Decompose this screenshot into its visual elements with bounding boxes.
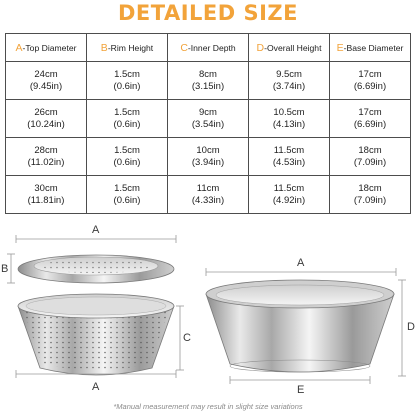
- label-c: C: [183, 332, 191, 344]
- table-cell: 24cm (9.45in): [6, 62, 87, 100]
- table-cell: 17cm (6.69in): [330, 100, 411, 138]
- table-cell: 18cm (7.09in): [330, 176, 411, 214]
- label-a-right: A: [297, 257, 305, 269]
- table-cell: 9.5cm (3.74in): [249, 62, 330, 100]
- table-row: [6, 100, 411, 138]
- size-table: [5, 33, 411, 214]
- label-e: E: [297, 384, 305, 396]
- table-row: [6, 138, 411, 176]
- colander: [18, 294, 174, 375]
- table-cell: 9cm (3.54in): [168, 100, 249, 138]
- table-cell: 26cm (10.24in): [6, 100, 87, 138]
- label-a-top: A: [92, 224, 100, 236]
- header-top-diameter: A-Top Diameter: [6, 34, 87, 62]
- dimension-illustration: [0, 220, 416, 402]
- label-b: B: [1, 263, 9, 275]
- table-cell: 17cm (6.69in): [330, 62, 411, 100]
- table-cell: 8cm (3.15in): [168, 62, 249, 100]
- label-a-bottom: A: [92, 381, 100, 393]
- table-row: [6, 62, 411, 100]
- grater-lid: [18, 255, 174, 283]
- table-cell: 1.5cm (0.6in): [87, 138, 168, 176]
- table-cell: 10cm (3.94in): [168, 138, 249, 176]
- dim-line-a-top: [16, 235, 176, 243]
- table-cell: 18cm (7.09in): [330, 138, 411, 176]
- dim-line-e: [230, 376, 370, 384]
- table-cell: 11cm (4.33in): [168, 176, 249, 214]
- table-cell: 11.5cm (4.92in): [249, 176, 330, 214]
- bowl-diagram: [0, 220, 416, 402]
- dim-line-a-right: [206, 268, 396, 276]
- table-cell: 1.5cm (0.6in): [87, 100, 168, 138]
- header-overall-height: D-Overall Height: [249, 34, 330, 62]
- table-cell: 1.5cm (0.6in): [87, 62, 168, 100]
- header-inner-depth: C-Inner Depth: [168, 34, 249, 62]
- table-header-row: [6, 34, 411, 62]
- table-row: [6, 176, 411, 214]
- header-rim-height: B-Rim Height: [87, 34, 168, 62]
- dim-line-d: [398, 280, 406, 376]
- page-title: DETAILED SIZE: [117, 1, 299, 25]
- mixing-bowl: [206, 280, 394, 372]
- table-cell: 30cm (11.81in): [6, 176, 87, 214]
- table-cell: 28cm (11.02in): [6, 138, 87, 176]
- table-cell: 11.5cm (4.53in): [249, 138, 330, 176]
- table-cell: 10.5cm (4.13in): [249, 100, 330, 138]
- table-cell: 1.5cm (0.6in): [87, 176, 168, 214]
- header-base-diameter: E-Base Diameter: [330, 34, 411, 62]
- footnote: *Manual measurement may result in slight size variations: [113, 402, 303, 411]
- label-d: D: [407, 321, 415, 333]
